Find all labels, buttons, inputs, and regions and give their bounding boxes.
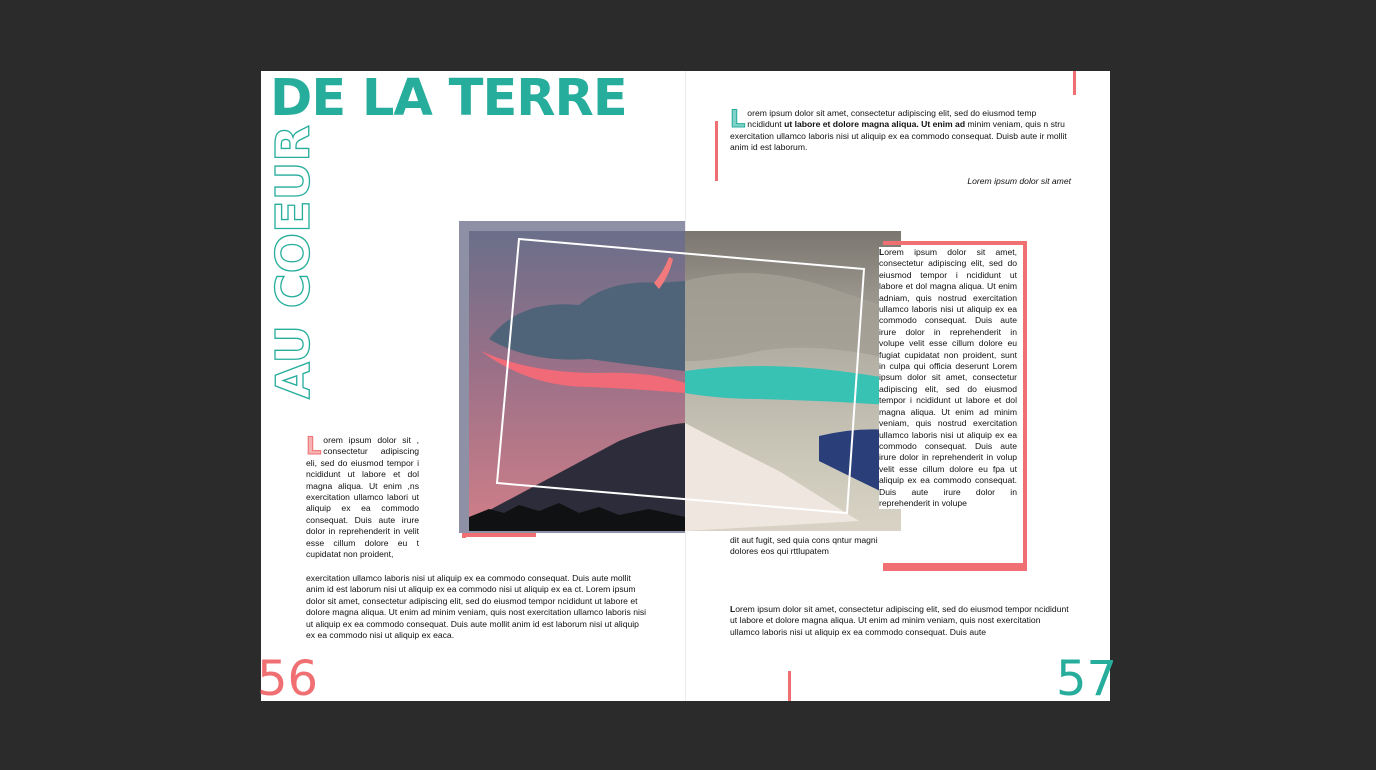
page-title: DE LA TERRE (270, 69, 627, 128)
right-bottom-body: orem ipsum dolor sit amet, consectetur adipiscing elit, sed do eiusmod tempor ncididunt ut labore et dolore magna aliqua. Ut enim ad minim veniam, quis nost exercitation ullamco laboris nisi ut aliquip ex ea commodo consequat. Duis aute (730, 604, 1069, 637)
accent-line-top-edge (1073, 71, 1076, 95)
boxed-dropcap: L (879, 247, 885, 257)
vertical-title (263, 123, 320, 403)
vertical-title-text: AU COEUR (266, 134, 320, 399)
accent-line-bottom (788, 671, 791, 701)
page-number-left: 56 (257, 651, 319, 707)
page-number-right: 57 (1056, 651, 1118, 707)
right-bottom-dropcap: L (730, 604, 736, 614)
left-column-narrow (306, 432, 419, 560)
volcano-photo (459, 221, 901, 533)
photo-accent-horizontal (462, 533, 536, 537)
left-narrow-body: orem ipsum dolor sit , consectetur adipiscing eli, sed do eiusmod tempor i ncididunt ut labore et dol magna aliqua. Ut enim ,ns exercitation ullamco labori ut aliquip ex ea commodo consequat. Duis aute irure dolor in reprehenderit in velit esse cillum dolore eu t cupidatat non proident, (306, 435, 419, 560)
intro-bold: ut labore et dolore magna aliqua. Ut enim ad (784, 119, 966, 130)
dropcap-letter: L (730, 105, 746, 133)
right-bottom-paragraph (730, 604, 1072, 638)
accent-line-top-right (715, 121, 718, 181)
left-dropcap: L (306, 432, 322, 460)
under-photo-text: dit aut fugit, sed quia cons qntur magni dolores eos qui rttlupatem (730, 535, 878, 557)
boxed-frame-bottom (883, 563, 1027, 567)
intro-caption: Lorem ipsum dolor sit amet (967, 176, 1071, 186)
boxed-column-text (879, 247, 1017, 509)
intro-rest: minim veniam, quis n stru exercitation ullamco laboris nisi ut aliquip ex ea commodo consequat. Duisb aute ir mollit anim id est laborum. (730, 119, 1067, 153)
intro-paragraph (730, 105, 1072, 154)
intro-lead: orem ipsum dolor sit amet, consectetur adipiscing elit, sed do eiusmod temp ncididunt (747, 108, 1037, 130)
magazine-spread (257, 69, 1118, 707)
boxed-body: orem ipsum dolor sit amet, consectetur adipiscing elit, sed do eiusmod tempor i ncididunt ut labore et dol magna aliqua. Ut enim adniam, quis nostrud exercitation ullamco laboris nisi ut aliquip ex ea commodo consequat. Duis aute irure dolor in reprehenderit in volupe velit esse cillum dolore eu fugiat cupidatat non proident, sunt in culpa qui officia deserunt Lorem ipsum dolor sit amet, consectetur adipiscing elit, sed do eiusmod tempor i ncididunt ut labore et dol magna aliqua. Ut enim ad minim veniam, quis nostrud exercitation ullamco laboris nisi ut aliquip ex ea commodo consequat. Duis aute irure dolor in reprehenderit in volup velit esse cillum dolore eu fpa ut aliquip ex ea commodo consequat. Duis aute irure dolor in reprehenderit in volupe (879, 247, 1017, 508)
left-column-wide: exercitation ullamco laboris nisi ut aliquip ex ea commodo consequat. Duis aute mollit anim id est laborum nisi ut aliquip ex ea commodo nisi ut aliquip ex ea ct. Lorem ipsum dolor sit amet, consectetur adipiscing elit, sed do eiusmod tempor ncididunt ut labore et dolore magna aliqua. Ut enim ad minim veniam, quis nost exercitation ullamco laboris nisi ut aliquip ex ea commodo consequat. Duis aute mollit anim id est laborum nisi ut aliquip ex ea commodo nisi ut aliquip ex eaca. (306, 573, 647, 641)
